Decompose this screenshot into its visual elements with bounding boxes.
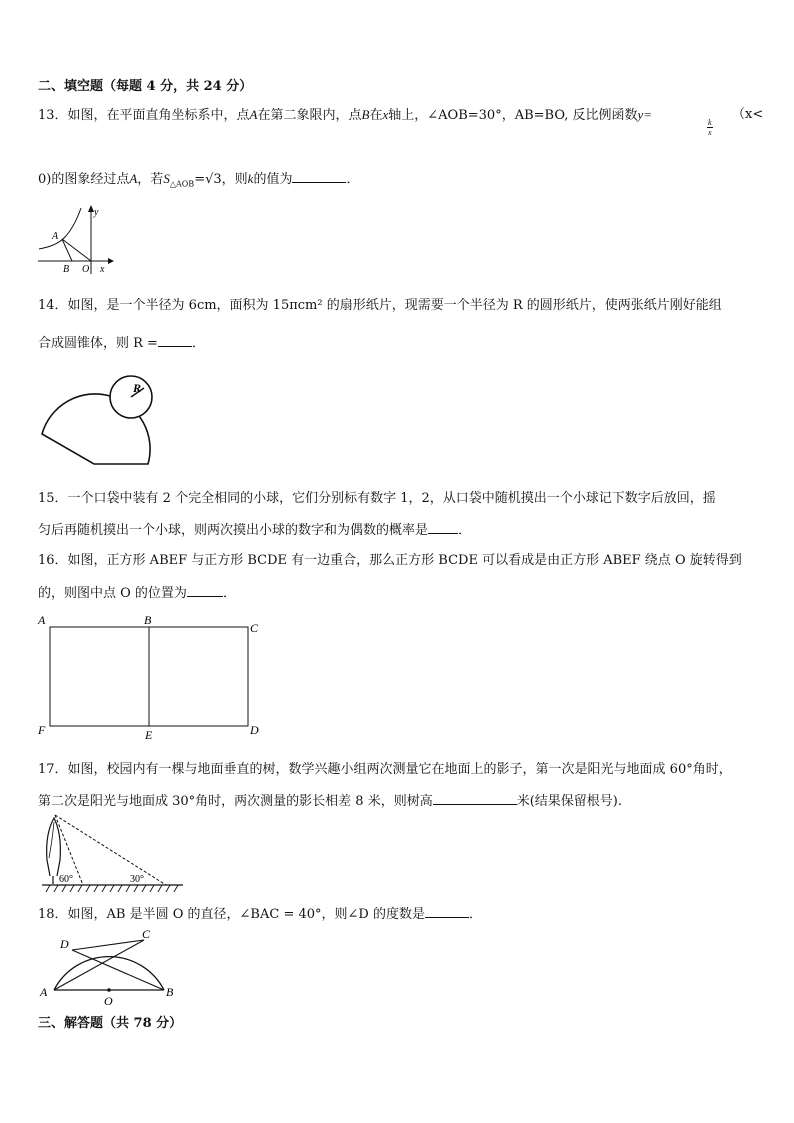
label-origin-o: O — [82, 264, 90, 275]
ground-hatching — [46, 885, 178, 892]
hyperbola-curve — [39, 208, 81, 249]
segment-ao — [62, 239, 91, 261]
question-13-line-1: 13．如图，在平面直角坐标系中，点A在第二象限内，点B在x轴上，∠AOB=30°，AB=BO, 反比例函数y= — [38, 107, 653, 123]
chord-dc — [72, 940, 144, 950]
question-14-line-2: 合成圆锥体，则 R = ． — [38, 336, 205, 351]
x-axis-arrow — [108, 258, 114, 264]
label-x-axis: x — [100, 264, 105, 275]
label-point-a: A — [52, 231, 59, 242]
label-c: C — [250, 621, 259, 635]
question-15-line-1: 15．一个口袋中装有 2 个完全相同的小球，它们分别标有数字 1，2，从口袋中随机摸出一个小球记下数字后放回，摇 — [38, 491, 716, 506]
figure-13-coordinate-graph — [36, 202, 116, 278]
figure-14-sector-and-circle — [36, 372, 160, 468]
answer-blank-16[interactable] — [187, 584, 223, 597]
question-14-line-1: 14．如图，是一个半径为 6cm，面积为 15πcm² 的扇形纸片，现需要一个半径为 R 的圆形纸片，使两张纸片刚好能组 — [38, 298, 722, 313]
label-r: R — [133, 381, 142, 395]
label-b: B — [144, 613, 152, 627]
answer-blank-13[interactable] — [292, 170, 346, 183]
label-e: E — [145, 728, 153, 742]
label-a: A — [38, 613, 46, 627]
answer-blank-17[interactable] — [433, 792, 517, 805]
semicircle-arc — [54, 957, 164, 990]
question-13-line-2: 0)的图象经过点A，若$S_{\triangle AOB}=√3$，则k的值为 ． — [38, 171, 360, 189]
section-title-solutions: 三、解答题（共 78 分） — [38, 1016, 183, 1031]
question-18-line-1: 18．如图，AB 是半圆 O 的直径，∠BAC = 40°，则∠D 的度数是 ． — [38, 907, 482, 922]
section-title-fill-in: 二、填空题（每题 4 分，共 24 分） — [38, 79, 253, 94]
label-o: O — [104, 994, 113, 1008]
label-d: D — [60, 937, 69, 951]
label-c: C — [142, 928, 151, 941]
figure-18-semicircle — [36, 928, 182, 1010]
question-15-line-2: 匀后再随机摸出一个小球，则两次摸出小球的数字和为偶数的概率是 ． — [38, 523, 472, 538]
answer-blank-14[interactable] — [158, 334, 192, 347]
label-y-axis: y — [94, 207, 99, 218]
label-point-b: B — [63, 264, 70, 275]
label-angle-30: 30° — [130, 874, 144, 885]
label-b: B — [166, 985, 174, 999]
answer-blank-18[interactable] — [425, 905, 469, 918]
fraction-k-over-x: $\frac{k}{x}$ — [708, 118, 712, 137]
question-17-line-1: 17．如图，校园内有一棵与地面垂直的树，数学兴趣小组两次测量它在地面上的影子，第一次是阳光与地面成 60°角时， — [38, 762, 732, 777]
center-point — [107, 988, 111, 992]
question-13-condition: （x< — [732, 107, 764, 122]
figure-16-two-squares — [34, 612, 266, 742]
label-a: A — [40, 985, 48, 999]
question-16-line-2: 的，则图中点 O 的位置为 ． — [38, 586, 236, 601]
label-d: D — [250, 723, 259, 737]
chord-db — [72, 950, 164, 990]
question-17-line-2: 第二次是阳光与地面成 30°角时，两次测量的影长相差 8 米，则树高 米(结果保留根号). — [38, 794, 622, 809]
answer-blank-15[interactable] — [428, 521, 458, 534]
question-16-line-1: 16．如图，正方形 ABEF 与正方形 BCDE 有一边重合，那么正方形 BCDE 可以看成是由正方形 ABEF 绕点 O 旋转得到 — [38, 553, 742, 568]
label-f: F — [38, 723, 46, 737]
label-angle-60: 60° — [59, 874, 73, 885]
figure-17-tree-shadows — [38, 812, 188, 894]
